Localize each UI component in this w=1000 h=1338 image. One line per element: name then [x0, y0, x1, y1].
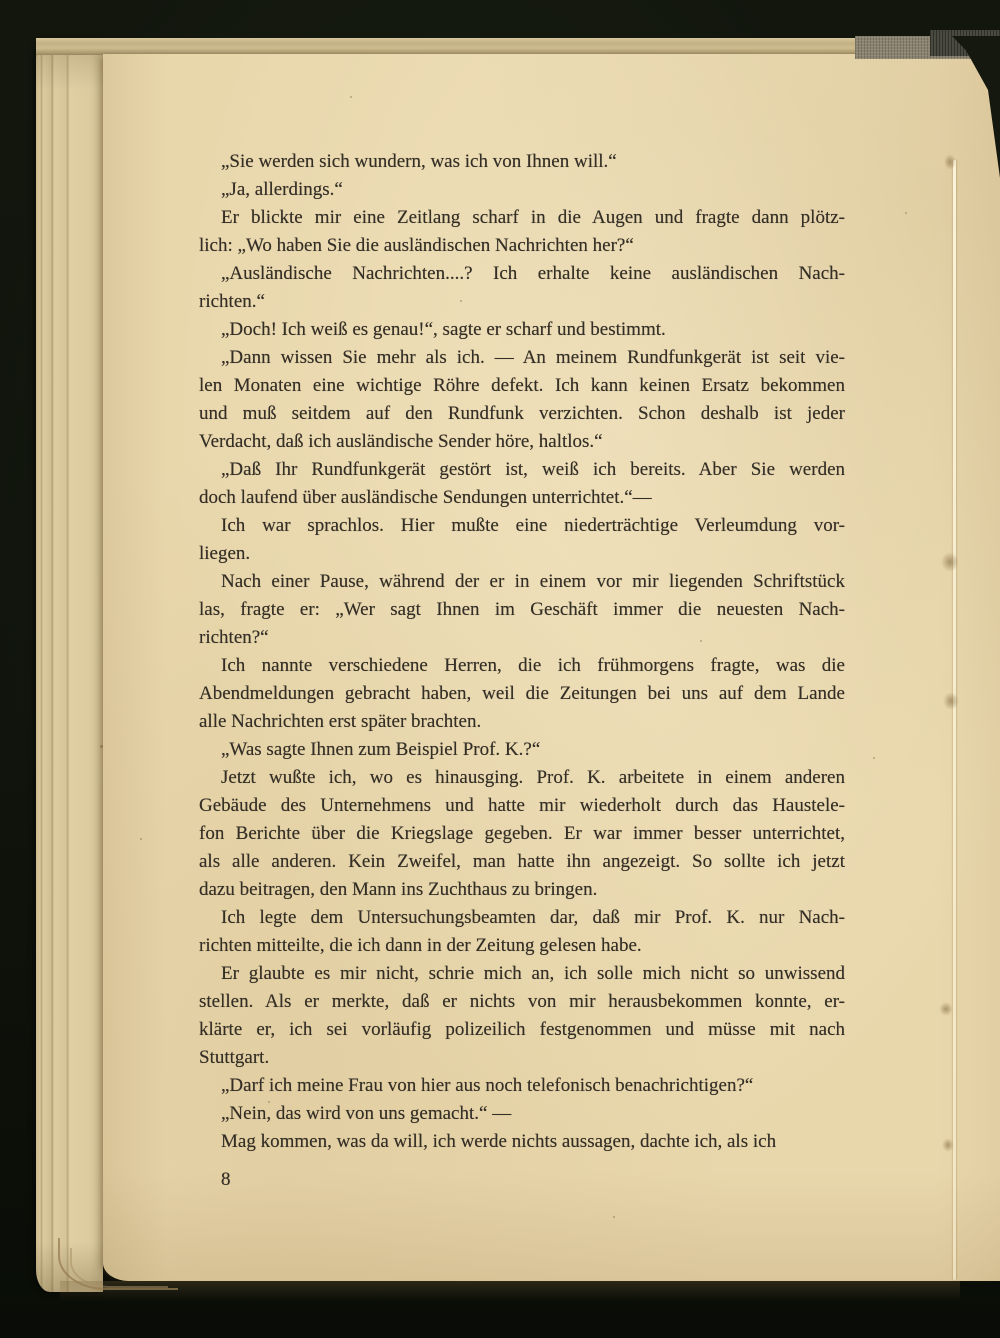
paper-stain [944, 154, 956, 170]
text-line: „Ja, allerdings.“ [221, 179, 343, 200]
text-line: als alle anderen. Kein Zweifel, man hatte ihn angezeigt. So sollte ich jetzt [199, 851, 845, 872]
text-line: dazu beitragen, den Mann ins Zuchthaus zu bringen. [199, 879, 598, 900]
paper-speck [700, 640, 702, 642]
text-line: Nach einer Pause, während der er in einem vor mir liegenden Schriftstück [221, 571, 845, 592]
text-line: Jetzt wußte ich, wo es hinausging. Prof. K. arbeitete in einem anderen [221, 767, 845, 788]
text-line: Ich war sprachlos. Hier mußte eine niederträchtige Verleumdung vor- [221, 515, 845, 536]
paper-stain [943, 692, 959, 710]
paper-stain [939, 1002, 953, 1016]
paper-speck [873, 757, 875, 759]
text-line: stellen. Als er merkte, daß er nichts von mir herausbekommen konnte, er- [199, 991, 845, 1012]
text-line: richten mitteilte, die ich dann in der Zeitung gelesen habe. [199, 935, 642, 956]
text-line: Er glaubte es mir nicht, schrie mich an, ich solle mich nicht so unwissend [221, 963, 845, 984]
text-line: lich: „Wo haben Sie die ausländischen Nachrichten her?“ [199, 235, 634, 256]
paper-speck [268, 1101, 270, 1103]
text-line: klärte er, ich sei vorläufig polizeilich festgenommen und müsse mit nach [199, 1019, 845, 1040]
page-bottom-shadow [60, 1281, 960, 1301]
paper-speck [100, 745, 103, 748]
paper-speck [140, 838, 142, 840]
page-corner-edge [70, 1248, 168, 1288]
text-line: „Daß Ihr Rundfunkgerät gestört ist, weiß ich bereits. Aber Sie werden [221, 459, 845, 480]
paper-speck [905, 212, 907, 214]
text-line: las, fragte er: „Wer sagt Ihnen im Geschäft immer die neuesten Nach- [199, 599, 845, 620]
text-line: und muß seitdem auf den Rundfunk verzichten. Schon deshalb ist jeder [199, 403, 845, 424]
text-line: Verdacht, daß ich ausländische Sender höre, haltlos.“ [199, 431, 603, 452]
paper-speck [350, 96, 352, 98]
text-line: Ich nannte verschiedene Herren, die ich frühmorgens fragte, was die [221, 655, 845, 676]
text-line: Gebäude des Unternehmens und hatte mir wiederholt durch das Haustele- [199, 795, 845, 816]
text-block [199, 148, 845, 1156]
text-line: „Was sagte Ihnen zum Beispiel Prof. K.?“ [221, 739, 541, 760]
paper-speck [613, 1216, 615, 1218]
text-line: alle Nachrichten erst später brachten. [199, 711, 482, 732]
text-line: „Nein, das wird von uns gemacht.“ — [221, 1103, 512, 1124]
text-line: „Sie werden sich wundern, was ich von Ihnen will.“ [221, 151, 617, 172]
text-line: Ich legte dem Untersuchungsbeamten dar, daß mir Prof. K. nur Nach- [221, 907, 845, 928]
text-line: „Dann wissen Sie mehr als ich. — An meinem Rundfunkgerät ist seit vie- [221, 347, 845, 368]
text-line: Stuttgart. [199, 1047, 270, 1068]
page-crease [953, 160, 956, 1280]
text-line: Abendmeldungen gebracht haben, weil die Zeitungen bei uns auf dem Lande [199, 683, 845, 704]
paper-stain [941, 552, 959, 572]
text-line: richten?“ [199, 627, 269, 648]
page-number: 8 [221, 1169, 231, 1190]
text-line: Mag kommen, was da will, ich werde nichts aussagen, dachte ich, als ich [221, 1131, 777, 1152]
text-line: Er blickte mir eine Zeitlang scharf in die Augen und fragte dann plötz- [221, 207, 845, 228]
text-line: len Monaten eine wichtige Röhre defekt. Ich kann keinen Ersatz bekommen [199, 375, 845, 396]
text-line: „Darf ich meine Frau von hier aus noch telefonisch benachrichtigen?“ [221, 1075, 754, 1096]
text-line: „Ausländische Nachrichten....? Ich erhalte keine ausländischen Nach- [221, 263, 845, 284]
text-line: fon Berichte über die Kriegslage gegeben. Er war immer besser unterrichtet, [199, 823, 845, 844]
book-page [103, 54, 1000, 1281]
text-line: richten.“ [199, 291, 265, 312]
text-line: doch laufend über ausländische Sendungen unterrichtet.“— [199, 487, 652, 508]
paper-speck [460, 300, 462, 302]
text-line: liegen. [199, 543, 251, 564]
paper-stain [942, 1138, 954, 1152]
book-left-page-edges [36, 40, 103, 1292]
text-line: „Doch! Ich weiß es genau!“, sagte er scharf und bestimmt. [221, 319, 666, 340]
